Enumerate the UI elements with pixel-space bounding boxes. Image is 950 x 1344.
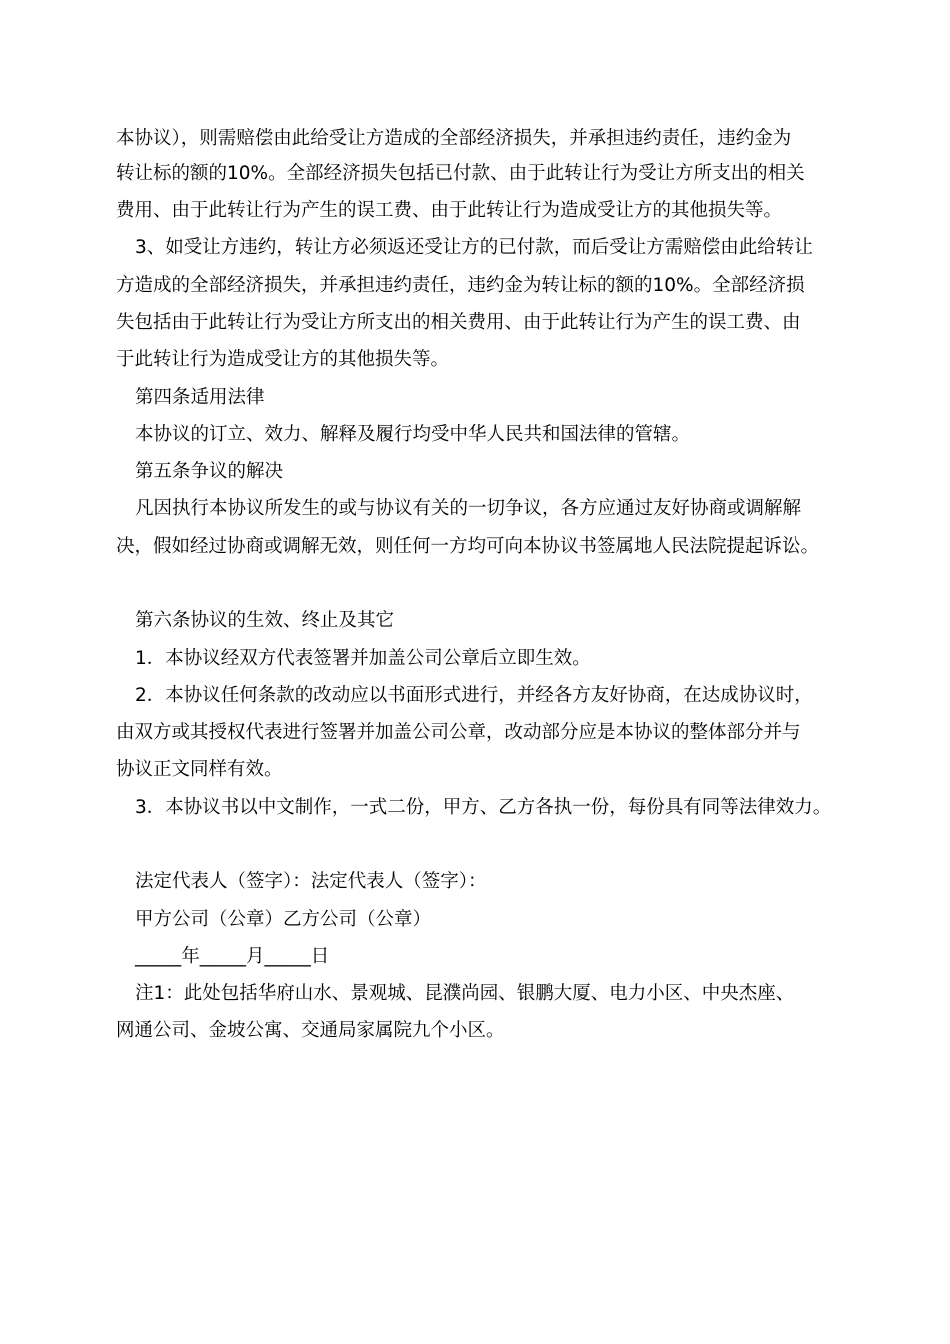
date-line: _____年_____月_____日 — [135, 946, 330, 967]
text-line: 3．本协议书以中文制作，一式二份，甲方、乙方各执一份，每份具有同等法律效力。 — [135, 797, 832, 818]
text-line: 凡因执行本协议所发生的或与协议有关的一切争议，各方应通过友好协商或调解解 — [135, 498, 802, 519]
section-heading: 第五条争议的解决 — [135, 461, 284, 482]
text-line: 由双方或其授权代表进行签署并加盖公司公章，改动部分应是本协议的整体部分并与 — [116, 722, 801, 743]
footnote-line: 网通公司、金坡公寓、交通局家属院九个小区。 — [116, 1020, 505, 1041]
text-line: 失包括由于此转让行为受让方所支出的相关费用、由于此转让行为产生的误工费、由 — [116, 312, 801, 333]
section-heading: 第四条适用法律 — [135, 387, 265, 408]
text-line: 2．本协议任何条款的改动应以书面形式进行，并经各方友好协商，在达成协议时， — [135, 685, 813, 706]
footnote-line: 注1：此处包括华府山水、景观城、昆濮尚园、银鹏大厦、电力小区、中央杰座、 — [135, 983, 795, 1004]
text-line: 转让标的额的10%。全部经济损失包括已付款、由于此转让行为受让方所支出的相关 — [116, 163, 805, 184]
signature-line: 法定代表人（签字）：法定代表人（签字）： — [135, 871, 487, 892]
text-line: 1．本协议经双方代表签署并加盖公司公章后立即生效。 — [135, 648, 591, 669]
text-line: 方造成的全部经济损失，并承担违约责任，违约金为转让标的额的10%。全部经济损 — [116, 275, 805, 296]
section-heading: 第六条协议的生效、终止及其它 — [135, 610, 395, 631]
text-line: 本协议），则需赔偿由此给受让方造成的全部经济损失，并承担违约责任，违约金为 — [116, 128, 792, 149]
text-line: 本协议的订立、效力、解释及履行均受中华人民共和国法律的管辖。 — [135, 424, 691, 445]
seal-line: 甲方公司（公章）乙方公司（公章） — [135, 909, 432, 930]
text-line: 3、如受让方违约，转让方必须返还受让方的已付款，而后受让方需赔偿由此给转让 — [135, 237, 813, 258]
text-line: 决，假如经过协商或调解无效，则任何一方均可向本协议书签属地人民法院提起诉讼。 — [116, 536, 820, 557]
text-line: 协议正文同样有效。 — [116, 759, 283, 780]
text-line: 费用、由于此转让行为产生的误工费、由于此转让行为造成受让方的其他损失等。 — [116, 200, 783, 221]
text-line: 于此转让行为造成受让方的其他损失等。 — [116, 349, 450, 370]
